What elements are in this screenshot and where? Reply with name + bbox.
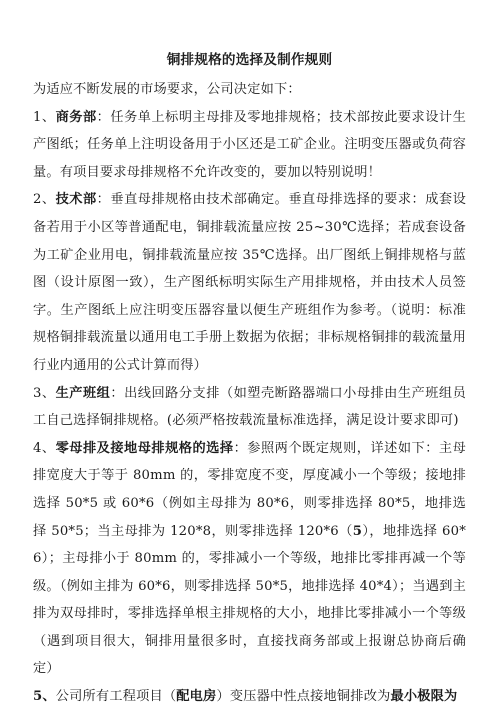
item-number: 2、 xyxy=(33,192,56,208)
rule-item-3 xyxy=(33,380,466,435)
item-heading: 零母排及接地母排规格的选择 xyxy=(55,440,234,456)
item-bold-number: 5 xyxy=(352,523,363,539)
rule-item-2 xyxy=(33,186,466,379)
item-heading: 商务部 xyxy=(55,109,97,125)
item-colon: ： xyxy=(110,385,125,401)
item-text-continued: ）变压器中性点接地铜排改为 xyxy=(216,689,391,705)
item-text: 垂直母排规格由技术部确定。垂直母排选择的要求：成套设备若用于小区等普通配电，铜排载流量应按 25~30℃选择；若成套设备为工矿企业用电，铜排载流量应按 35℃选择。出厂图纸上铜排规格与蓝图（设计原图一致），生产图纸标明实际生产用排规格，并由技术人员签字。生产图纸上应注明变压器容量以便生产班组作为参考。（说明：标准规格铜排载流量以通用电工手册上数据为依据；非标规格铜排的载流量用行业内通用的公式计算而得） xyxy=(33,192,467,373)
item-bold-limit: 最小极限为 xyxy=(390,689,458,705)
item-bold-room: 配电房 xyxy=(176,689,217,705)
item-text: 出线回路分支排（如塑壳断路器端口小母排由生产班组员工自己选择铜排规格。(必须严格按载流量标准选择，满足设计要求即可) xyxy=(33,385,467,429)
document-title: 铜排规格的选择及制作规则 xyxy=(166,52,333,68)
rule-item-1 xyxy=(33,104,466,187)
item-text: 参照两个既定规则，详述如下：主母排宽度大于等于 80mm 的，零排宽度不变，厚度减小一个等级；接地排选择 50*5 或 60*6（例如主母排为 80*6，则零排选择 80*5，地排选择 50*5；当主母排为 120*8，则零排选择 120*6（ xyxy=(33,440,467,539)
item-text-continued: ），地排选择 60*6）；主母排小于 80mm 的，零排减小一个等级，地排比零排再减一个等级。（例如主排为 60*6，则零排选择 50*5，地排选择 40*4）；当遇到主排为双母排时，零排选择单根主排规格的大小，地排比零排减小一个等级（遇到项目很大，铜排用量很多时，直接找商务部或上报谢总协商后确定） xyxy=(33,523,466,677)
item-number: 3、 xyxy=(33,385,56,401)
item-text: 公司所有工程项目（ xyxy=(55,689,177,705)
item-number: 1、 xyxy=(33,109,56,125)
item-number: 5、 xyxy=(33,689,56,705)
item-text: 任务单上标明主母排及零地排规格；技术部按此要求设计生产图纸；任务单上注明设备用于小区还是工矿企业。注明变压器或负荷容量。有项目要求母排规格不允许改变的，要加以特别说明！ xyxy=(33,109,467,180)
item-colon: ： xyxy=(96,192,111,208)
rule-item-5 xyxy=(33,683,466,711)
item-colon: ： xyxy=(233,440,248,456)
rule-item-4 xyxy=(33,435,466,683)
item-colon: ： xyxy=(96,109,111,125)
intro-paragraph: 为适应不断发展的市场要求，公司决定如下： xyxy=(33,82,301,97)
item-heading: 技术部 xyxy=(55,192,97,208)
item-heading: 生产班组 xyxy=(55,385,111,401)
item-number: 4、 xyxy=(33,440,56,456)
